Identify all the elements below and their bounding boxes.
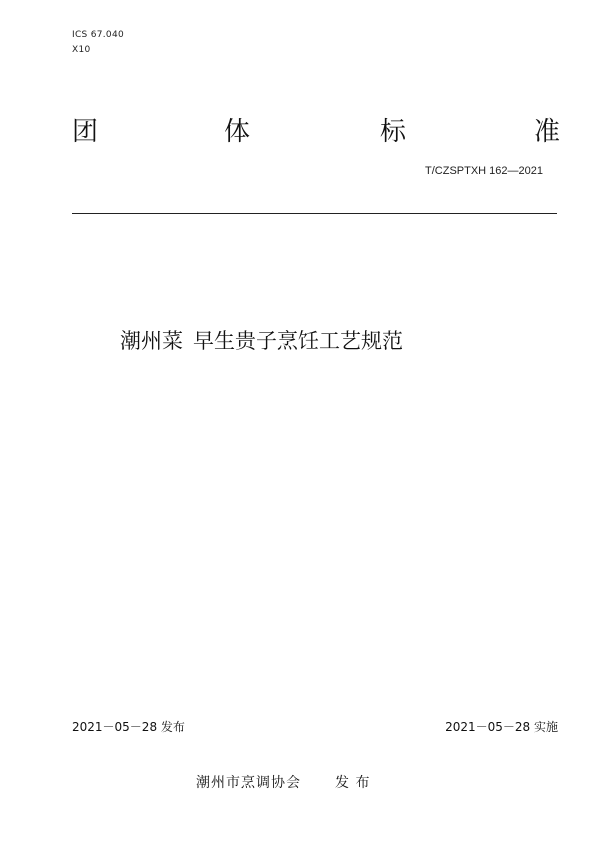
document-title-part1: 潮州菜 bbox=[120, 329, 183, 353]
standard-type-char-4: 准 bbox=[534, 117, 561, 147]
issuer-line bbox=[196, 774, 370, 792]
publish-date: 2021－05－28 发布 bbox=[72, 720, 185, 734]
document-title bbox=[120, 327, 403, 355]
standard-type-char-3: 标 bbox=[380, 117, 407, 147]
standard-type-char-1: 团 bbox=[72, 117, 99, 147]
issuer-action: 发 布 bbox=[335, 775, 371, 791]
issuer-name: 潮州市烹调协会 bbox=[196, 775, 301, 791]
classification-code: X10 bbox=[72, 45, 91, 55]
standard-code: T/CZSPTXH 162—2021 bbox=[425, 165, 543, 177]
ics-code: ICS 67.040 bbox=[72, 30, 125, 40]
standard-type-char-2: 体 bbox=[224, 117, 251, 147]
header-divider bbox=[72, 213, 557, 214]
standard-type-heading bbox=[72, 116, 562, 150]
implementation-date: 2021－05－28 实施 bbox=[445, 720, 558, 734]
document-title-part2: 早生贵子烹饪工艺规范 bbox=[193, 329, 403, 353]
